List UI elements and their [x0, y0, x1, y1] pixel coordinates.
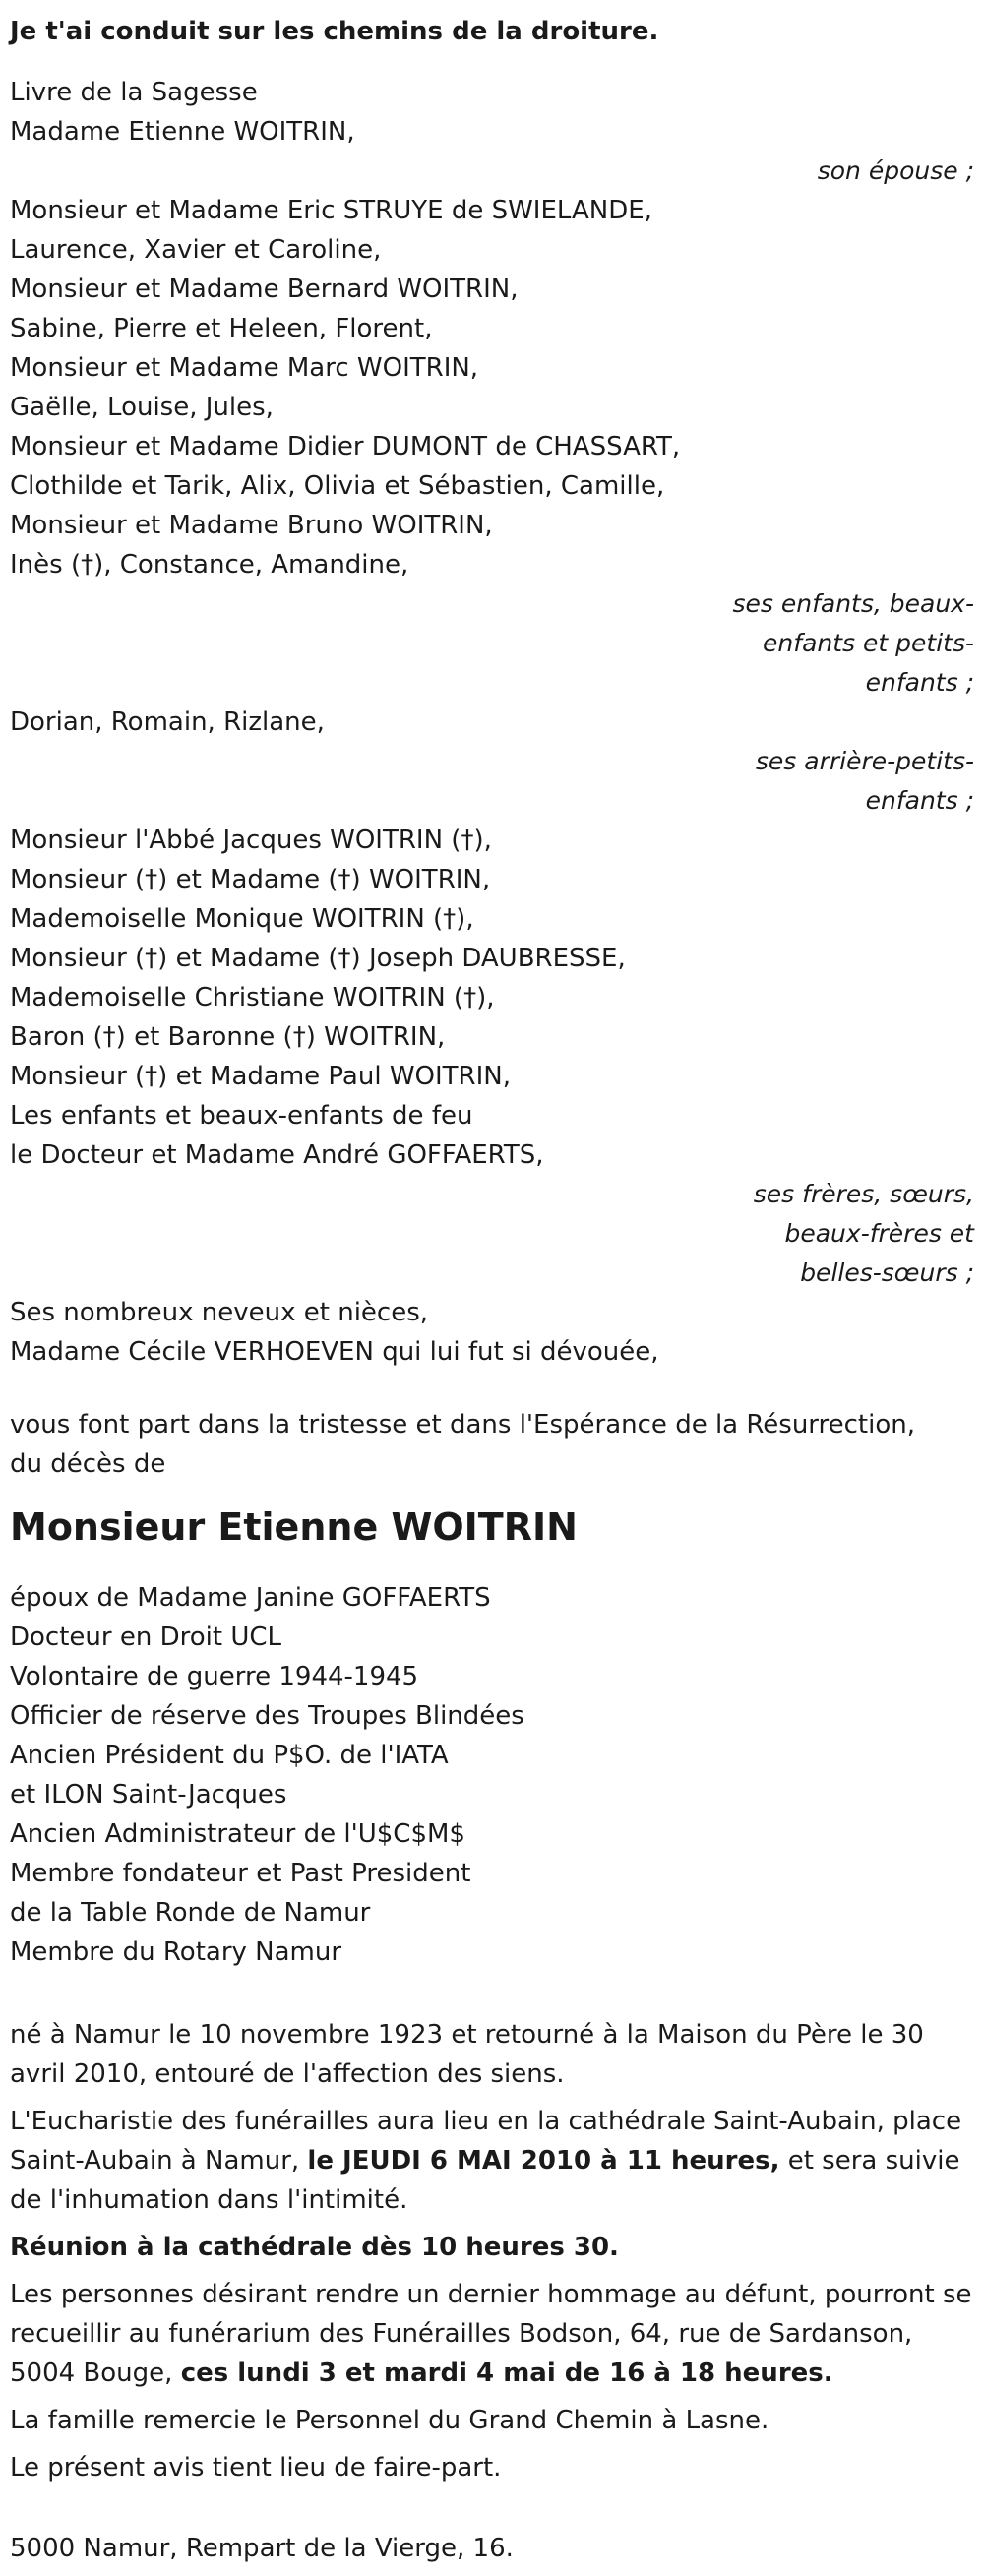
family-line: Les enfants et beaux-enfants de feu [10, 1101, 473, 1131]
title-line: Ancien Administrateur de l'U$C$M$ [10, 1819, 465, 1849]
deceased-titles [10, 1578, 974, 1972]
role-line: ses arrière-petits- [755, 747, 974, 775]
family-line: Gaëlle, Louise, Jules, [10, 393, 274, 422]
title-line: et ILON Saint-Jacques [10, 1780, 287, 1809]
family-line: Madame Cécile VERHOEVEN qui lui fut si dévouée, [10, 1337, 659, 1367]
title-line: Membre du Rotary Namur [10, 1937, 342, 1967]
family-line: Monsieur et Madame Bernard WOITRIN, [10, 275, 519, 304]
birth-death-text: né à Namur le 10 novembre 1923 et retourné à la Maison du Père le 30 avril 2010, entouré de l'affection des siens. [10, 2020, 924, 2089]
role-line: enfants ; [865, 786, 974, 815]
epigraph-quote: Je t'ai conduit sur les chemins de la droiture. [10, 17, 659, 46]
family-line: Sabine, Pierre et Heleen, Florent, [10, 314, 433, 343]
funeral-text-a: L'Eucharistie des funérailles aura lieu en la cathédrale Saint-Aubain, place Saint-Aubain à Namur, [10, 2107, 962, 2176]
role-line: belles-sœurs ; [800, 1258, 974, 1287]
children-list [10, 191, 974, 584]
family-line: Monsieur et Madame Didier DUMONT de CHASSART, [10, 432, 681, 461]
meeting-text: Réunion à la cathédrale dès 10 heures 30. [10, 2233, 619, 2262]
family-line: Monsieur (†) et Madame (†) Joseph DAUBRESSE, [10, 944, 626, 973]
children-role [10, 584, 974, 703]
announcement-line: vous font part dans la tristesse et dans l'Espérance de la Résurrection, [10, 1410, 916, 1440]
title-line: Ancien Président du P$O. de l'IATA [10, 1741, 449, 1770]
funeral-date: le JEUDI 6 MAI 2010 à 11 heures, [307, 2146, 780, 2176]
visit-text [10, 2275, 979, 2393]
family-line: Monsieur (†) et Madame Paul WOITRIN, [10, 1062, 511, 1091]
role-line: enfants ; [865, 668, 974, 697]
family-line: Baron (†) et Baronne (†) WOITRIN, [10, 1022, 446, 1052]
title-line: époux de Madame Janine GOFFAERTS [10, 1583, 491, 1613]
family-line: Ses nombreux neveux et nièces, [10, 1298, 429, 1327]
siblings-role [10, 1175, 974, 1293]
spouse-line: Madame Etienne WOITRIN, [10, 117, 355, 147]
family-line: Laurence, Xavier et Caroline, [10, 235, 382, 265]
announcement-line: du décès de [10, 1449, 166, 1479]
family-line: le Docteur et Madame André GOFFAERTS, [10, 1140, 544, 1170]
funeral-text-b: et sera suivie de l'inhumation dans l'intimité. [10, 2146, 960, 2215]
role-line: enfants et petits- [763, 629, 974, 657]
spouse-role: son épouse ; [817, 156, 974, 185]
title-line: Volontaire de guerre 1944-1945 [10, 1662, 419, 1691]
title-line: Membre fondateur et Past President [10, 1859, 471, 1888]
family-line: Monsieur et Madame Bruno WOITRIN, [10, 511, 493, 540]
role-line: ses enfants, beaux- [732, 589, 974, 618]
great-grandchildren-line: Dorian, Romain, Rizlane, [10, 707, 325, 737]
notice-text: Le présent avis tient lieu de faire-part. [10, 2453, 502, 2483]
visit-hours: ces lundi 3 et mardi 4 mai de 16 à 18 heures. [180, 2359, 833, 2388]
great-grandchildren-role [10, 742, 974, 821]
family-line: Mademoiselle Christiane WOITRIN (†), [10, 983, 495, 1012]
family-line: Clothilde et Tarik, Alix, Olivia et Sébastien, Camille, [10, 471, 665, 501]
title-line: Officier de réserve des Troupes Blindées [10, 1701, 524, 1731]
family-line: Monsieur et Madame Eric STRUYE de SWIELANDE, [10, 196, 652, 225]
role-line: beaux-frères et [784, 1219, 974, 1248]
thanks-text: La famille remercie le Personnel du Grand Chemin à Lasne. [10, 2406, 769, 2435]
visit-text-a: Les personnes désirant rendre un dernier hommage au défunt, pourront se recueillir au funérarium des Funérailles Bodson, 64, rue de Sardanson, 5004 Bouge, [10, 2280, 972, 2388]
siblings-list [10, 821, 974, 1175]
title-line: de la Table Ronde de Namur [10, 1898, 371, 1928]
role-line: ses frères, sœurs, [753, 1180, 974, 1208]
epigraph-source: Livre de la Sagesse [10, 78, 258, 107]
family-line: Inès (†), Constance, Amandine, [10, 550, 409, 580]
title-line: Docteur en Droit UCL [10, 1623, 281, 1652]
family-line: Monsieur et Madame Marc WOITRIN, [10, 353, 479, 383]
family-line: Mademoiselle Monique WOITRIN (†), [10, 904, 474, 934]
deceased-name: Monsieur Etienne WOITRIN [10, 1505, 578, 1549]
family-line: Monsieur l'Abbé Jacques WOITRIN (†), [10, 826, 492, 855]
address-text: 5000 Namur, Rempart de la Vierge, 16. [10, 2534, 514, 2563]
family-line: Monsieur (†) et Madame (†) WOITRIN, [10, 865, 491, 894]
funeral-text [10, 2102, 979, 2220]
